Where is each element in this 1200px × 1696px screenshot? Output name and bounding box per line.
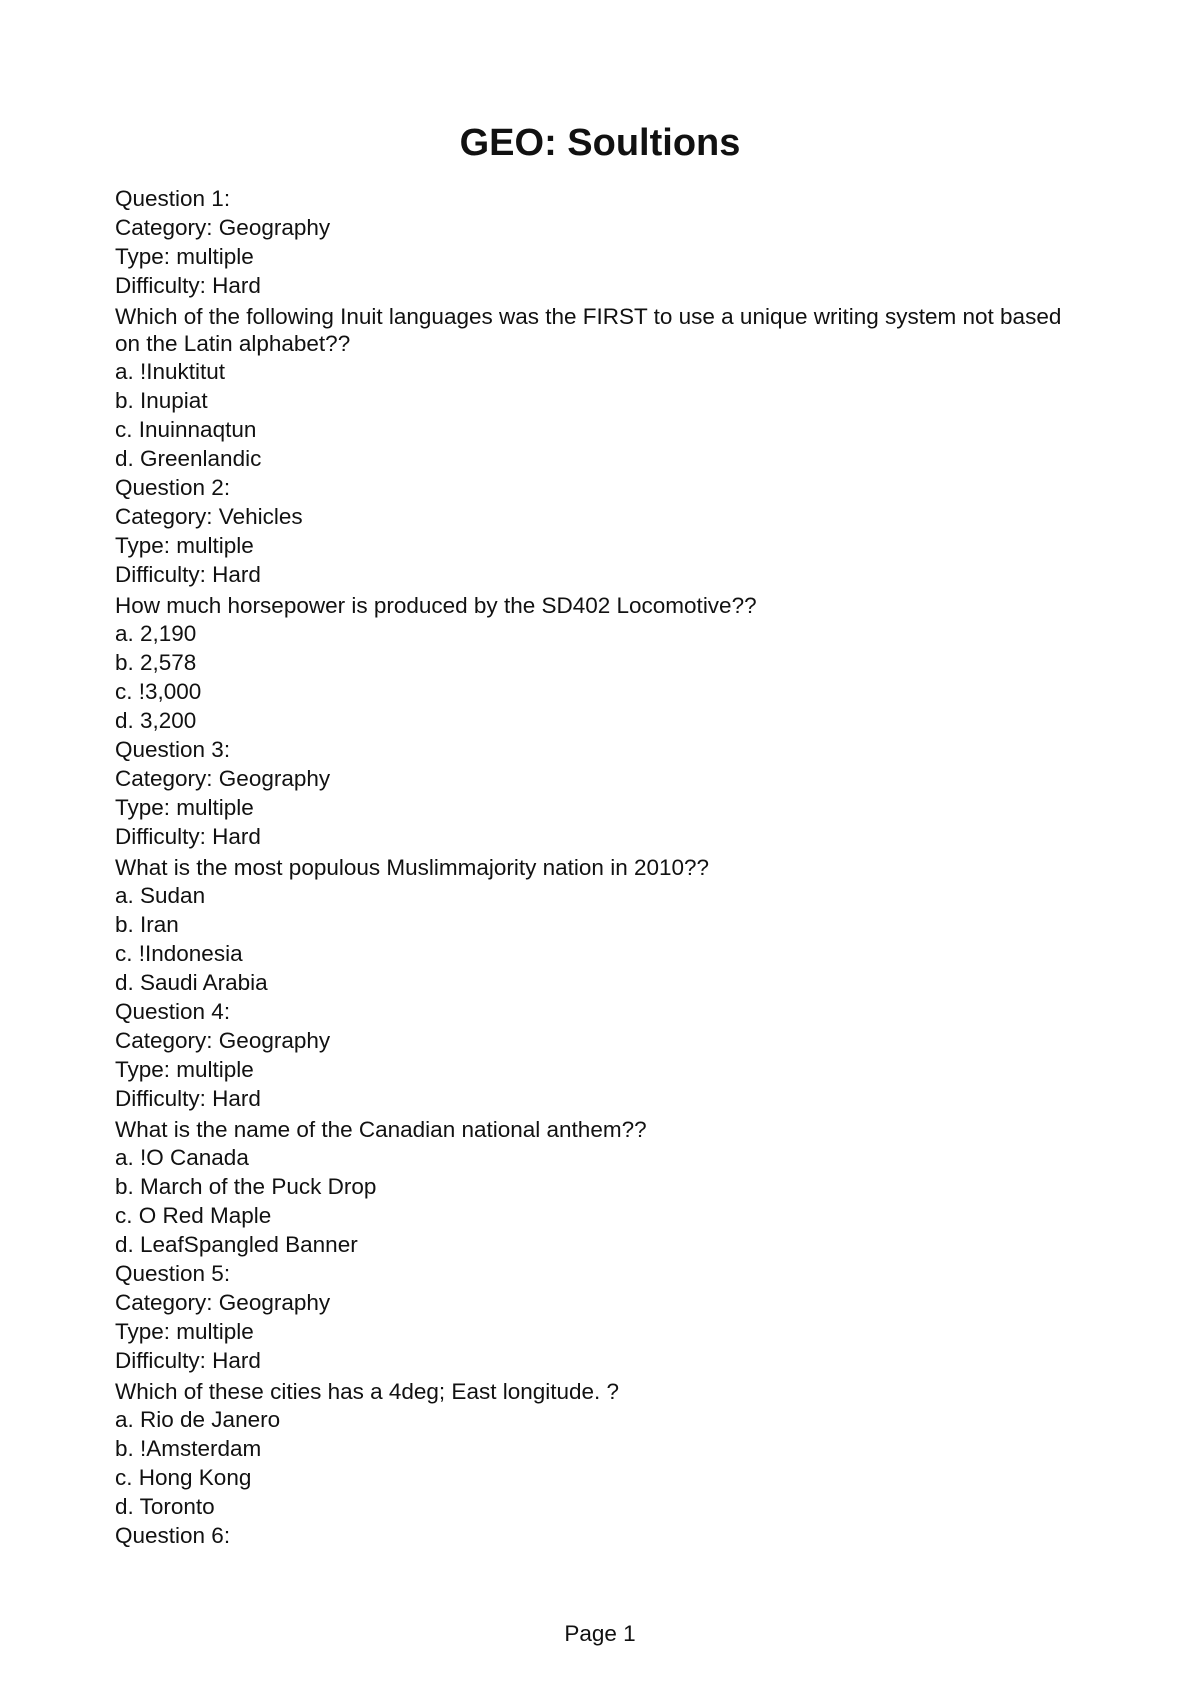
question-text: Which of these cities has a 4deg; East longitude. ?: [115, 1379, 620, 1404]
answer-option-b: b. Inupiat: [115, 388, 208, 413]
answer-option-d: d. Toronto: [115, 1494, 215, 1519]
answer-option-a: a. Rio de Janero: [115, 1407, 281, 1432]
question-type: Type: multiple: [115, 1319, 254, 1344]
answer-option-b: b. March of the Puck Drop: [115, 1174, 377, 1199]
question-category: Category: Geography: [115, 1290, 331, 1315]
question-type: Type: multiple: [115, 1057, 254, 1082]
question-type: Type: multiple: [115, 533, 254, 558]
question-1: [115, 184, 1075, 473]
question-type: Type: multiple: [115, 795, 254, 820]
question-category: Category: Geography: [115, 1028, 331, 1053]
question-heading: Question 1:: [115, 186, 231, 211]
answer-option-d: d. 3,200: [115, 708, 197, 733]
answer-option-a: a. Sudan: [115, 883, 206, 908]
answer-option-a: a. 2,190: [115, 621, 197, 646]
answer-option-d: d. LeafSpangled Banner: [115, 1232, 358, 1257]
question-category: Category: Vehicles: [115, 504, 303, 529]
question-text: What is the most populous Muslimmajority nation in 2010??: [115, 855, 710, 880]
answer-option-b: b. !Amsterdam: [115, 1436, 262, 1461]
question-heading: Question 5:: [115, 1261, 231, 1286]
answer-option-c: c. Hong Kong: [115, 1465, 252, 1490]
answer-option-a: a. !Inuktitut: [115, 359, 226, 384]
question-heading: Question 2:: [115, 475, 231, 500]
question-3: [115, 735, 1075, 997]
question-4: [115, 997, 1075, 1259]
question-heading: Question 3:: [115, 737, 231, 762]
question-difficulty: Difficulty: Hard: [115, 273, 261, 298]
question-text: Which of the following Inuit languages was the FIRST to use a unique writing system not based on the Latin alphabet??: [115, 304, 1062, 356]
question-heading: Question 4:: [115, 999, 231, 1024]
question-5: [115, 1259, 1075, 1521]
question-heading: Question 6:: [115, 1523, 231, 1548]
answer-option-d: d. Saudi Arabia: [115, 970, 268, 995]
question-difficulty: Difficulty: Hard: [115, 824, 261, 849]
answer-option-b: b. Iran: [115, 912, 179, 937]
question-difficulty: Difficulty: Hard: [115, 562, 261, 587]
question-text: What is the name of the Canadian national anthem??: [115, 1117, 647, 1142]
question-category: Category: Geography: [115, 215, 331, 240]
question-category: Category: Geography: [115, 766, 331, 791]
answer-option-c: c. !Indonesia: [115, 941, 243, 966]
page-title: GEO: Soultions: [459, 122, 741, 164]
answer-option-c: c. Inuinnaqtun: [115, 417, 257, 442]
question-type: Type: multiple: [115, 244, 254, 269]
answer-option-b: b. 2,578: [115, 650, 197, 675]
question-difficulty: Difficulty: Hard: [115, 1086, 261, 1111]
question-6: [115, 1521, 1075, 1550]
answer-option-c: c. O Red Maple: [115, 1203, 272, 1228]
answer-option-d: d. Greenlandic: [115, 446, 262, 471]
question-text: How much horsepower is produced by the SD402 Locomotive??: [115, 593, 757, 618]
question-2: [115, 473, 1075, 735]
question-difficulty: Difficulty: Hard: [115, 1348, 261, 1373]
question-list: [115, 184, 1075, 1550]
page-number: Page 1: [564, 1621, 636, 1646]
answer-option-a: a. !O Canada: [115, 1145, 249, 1170]
answer-option-c: c. !3,000: [115, 679, 202, 704]
